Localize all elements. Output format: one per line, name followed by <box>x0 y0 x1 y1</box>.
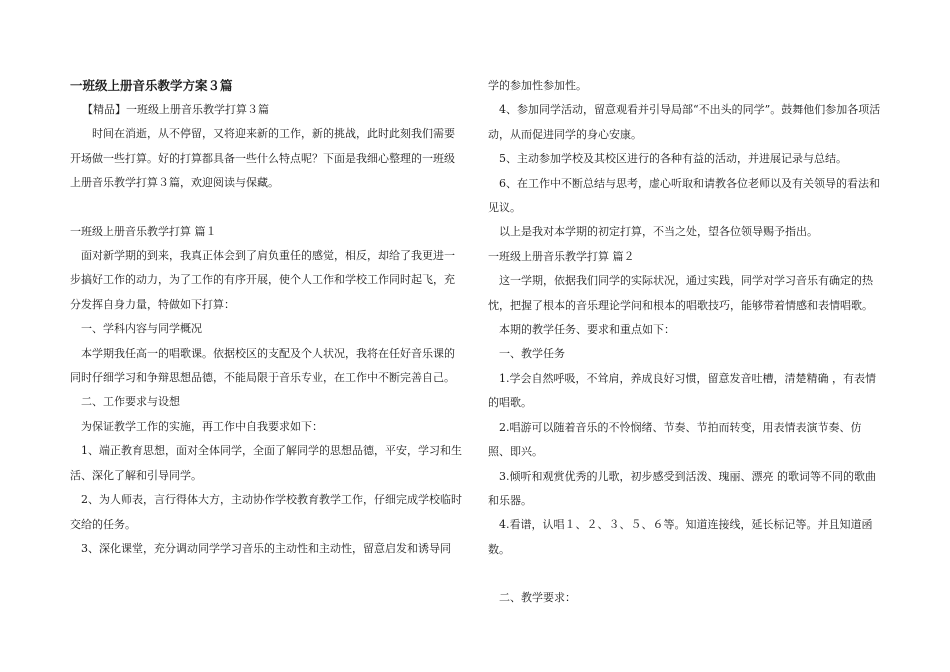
paragraph: 面对新学期的到来，我真正体会到了肩负重任的感觉，相反，却给了我更进一步搞好工作的动力，为了工作的有序开展，使个人工作和学校工作同时起飞，充分发挥自身力量，特做如下打算： <box>70 249 455 311</box>
paragraph: 为保证教学工作的实施，再工作中自我要求如下： <box>81 419 323 433</box>
subheading: 二、工作要求与设想 <box>81 395 180 409</box>
paragraph-continued: 学的参加性参加性。 <box>488 79 587 92</box>
paragraph: 本学期我任高一的唱歌课。依据校区的支配及个人状况，我将在任好音乐课的同时仔细学习和争辩思想品德，不能局限于音乐专业，在工作中不断完善自己。 <box>70 346 455 385</box>
document-title: 一班级上册音乐教学方案３篇 <box>70 78 233 93</box>
section-heading-1: 一班级上册音乐教学打算 篇１ <box>70 224 217 238</box>
paragraph: 这一学期，依据我们同学的实际状况，通过实践，同学对学习音乐有确定的热忱，把握了根本的音乐理论学问和根本的唱歌技巧，能够带着情感和表情唱歌。 <box>488 274 873 312</box>
left-column <box>70 74 465 561</box>
section-heading-2: 一班级上册音乐教学打算 篇２ <box>488 249 635 263</box>
subheading: 二、教学要求： <box>499 591 576 605</box>
paragraph: 以上是我对本学期的初定打算，不当之处，望各位领导赐予指出。 <box>499 225 818 239</box>
paragraph: 本期的教学任务、要求和重点如下： <box>499 323 675 337</box>
list-item: 6、在工作中不断总结与思考，虚心听取和请教各位老师以及有关领导的看法和见议。 <box>488 176 880 215</box>
right-column <box>488 74 883 611</box>
list-item: 3.倾听和观赏优秀的儿歌，初步感受到活泼、瑰丽、漂亮 的歌词等不同的歌曲和乐器。 <box>488 469 876 507</box>
list-item: 4.看谱，认唱１、２、３、５、６等。知道连接线，延长标记等。并且知道函数。 <box>488 518 873 556</box>
intro-paragraph: 时间在消逝，从不停留，又将迎来新的工作，新的挑战，此时此刻我们需要开场做一些打算。好的打算都具备一些什么特点呢？下面是我细心整理的一班级上册音乐教学打算３篇，欢迎阅读与保藏。 <box>70 127 455 190</box>
list-item: 2、为人师表，言行得体大方，主动协作学校教育教学工作，仔细完成学校临时交给的任务。 <box>70 493 462 531</box>
list-item: 5、主动参加学校及其校区进行的各种有益的活动，并进展记录与总结。 <box>499 152 847 166</box>
list-item: 3、深化课堂，充分调动同学学习音乐的主动性和主动性，留意启发和诱导同 <box>81 541 451 555</box>
subheading: 一、学科内容与同学概况 <box>81 322 202 336</box>
subheading: 一、教学任务 <box>499 347 565 361</box>
subtitle: 【精品】一班级上册音乐教学打算３篇 <box>82 103 269 116</box>
list-item: 1.学会自然呼吸，不耸肩，养成良好习惯，留意发音吐槽，清楚精确 ，有表情的唱歌。 <box>488 371 876 410</box>
list-item: 2.唱游可以随着音乐的不怜悯绪、节奏、节拍而转变，用表情表演节奏、仿照、即兴。 <box>488 420 862 459</box>
list-item: 4、参加同学活动，留意观看并引导局部“不出头的同学”。鼓舞他们参加各项活动，从而促进同学的身心安康。 <box>488 103 881 141</box>
list-item: 1、端正教育思想，面对全体同学，全面了解同学的思想品德，平安，学习和生活、深化了解和引导同学。 <box>70 444 462 482</box>
